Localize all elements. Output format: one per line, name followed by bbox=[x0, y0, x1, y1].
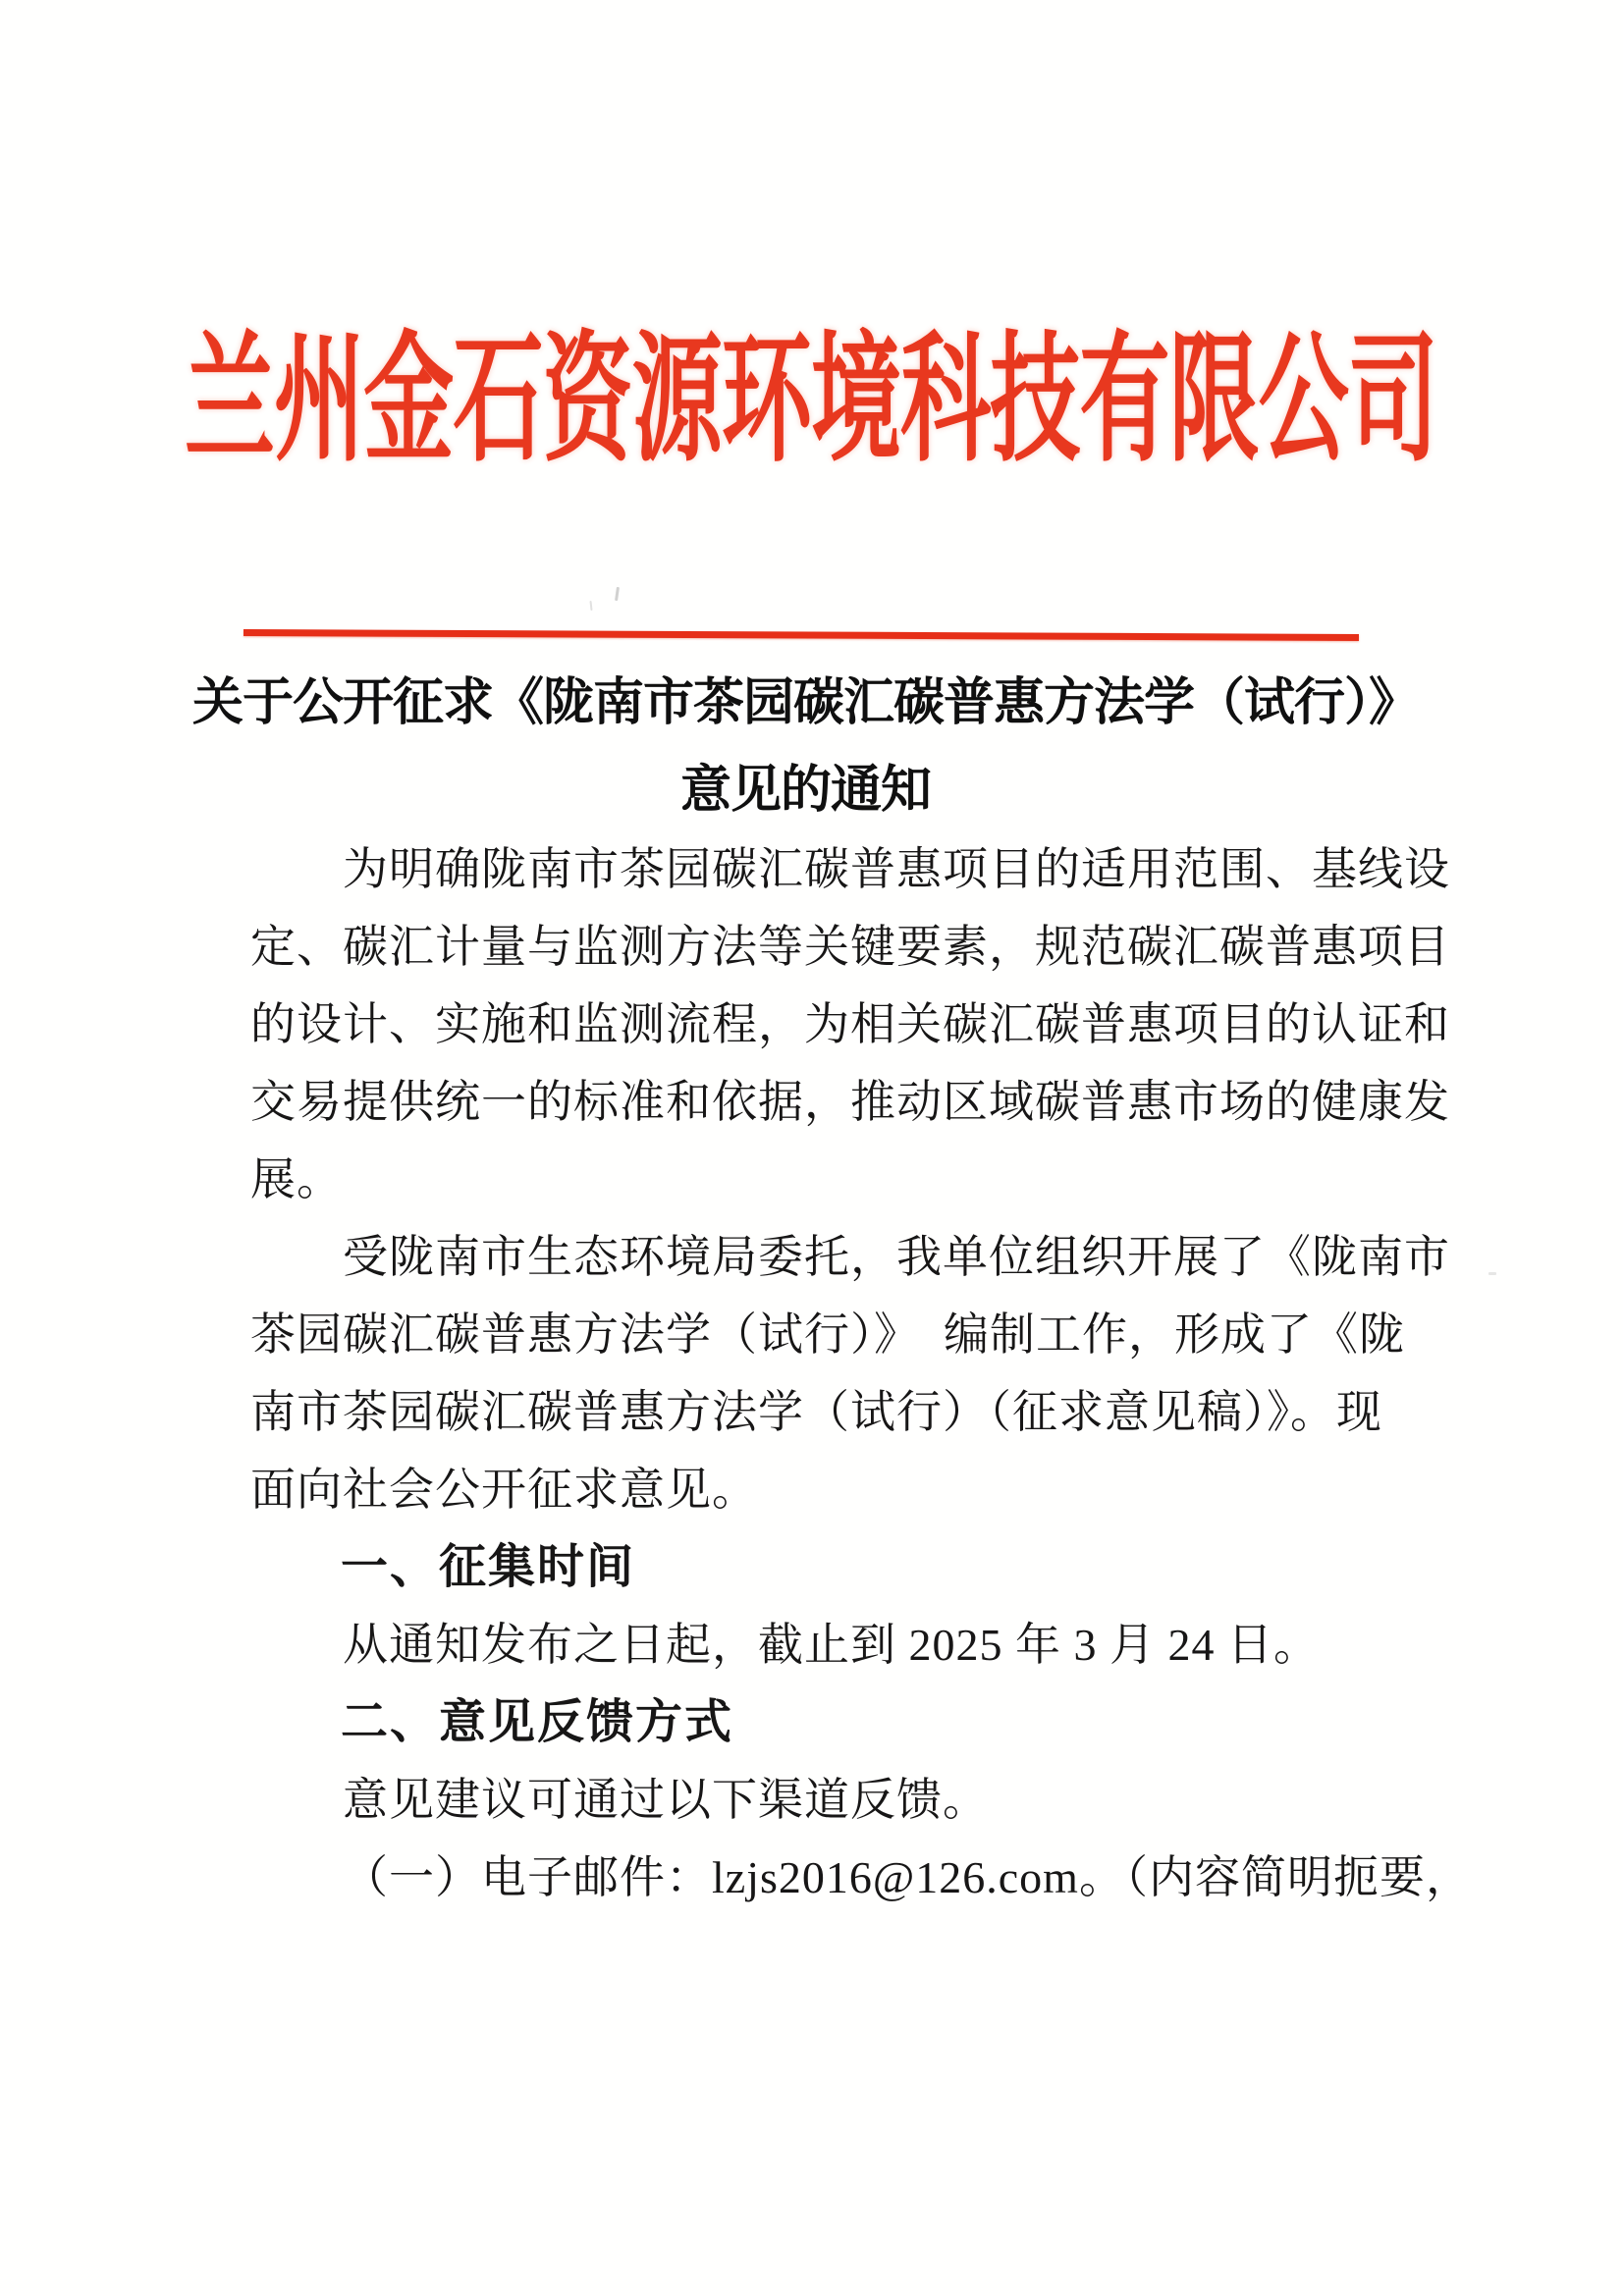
body-line: 展。 bbox=[250, 1154, 343, 1204]
section-heading-feedback-method: 二、意见反馈方式 bbox=[341, 1696, 734, 1748]
scan-artifact bbox=[615, 587, 620, 601]
scan-artifact bbox=[1488, 1272, 1496, 1275]
document-title-line2: 意见的通知 bbox=[679, 763, 931, 819]
body-line: 南市茶园碳汇碳普惠方法学（试行）（征求意见稿）》。现 bbox=[250, 1387, 1382, 1437]
section-heading-collection-time: 一、征集时间 bbox=[341, 1541, 636, 1593]
document-body bbox=[250, 830, 1472, 1916]
body-line-email: （一）电子邮件：lzjs2016@126.com。（内容简明扼要， bbox=[343, 1852, 1472, 1902]
document-title-line1: 关于公开征求《陇南市茶园碳汇碳普惠方法学（试行）》 bbox=[191, 675, 1419, 731]
body-line: 定、碳汇计量与监测方法等关键要素，规范碳汇碳普惠项目 bbox=[250, 922, 1450, 972]
body-line: 面向社会公开征求意见。 bbox=[250, 1465, 758, 1515]
letterhead-divider-line bbox=[243, 629, 1359, 641]
body-line: 的设计、实施和监测流程，为相关碳汇碳普惠项目的认证和 bbox=[250, 999, 1450, 1049]
body-line: 受陇南市生态环境局委托，我单位组织开展了《陇南市 bbox=[343, 1232, 1450, 1282]
body-line: 茶园碳汇碳普惠方法学（试行）》 编制工作，形成了《陇 bbox=[250, 1309, 1405, 1360]
body-line: 从通知发布之日起，截止到 2025 年 3 月 24 日。 bbox=[343, 1620, 1320, 1670]
body-line: 意见建议可通过以下渠道反馈。 bbox=[343, 1775, 989, 1825]
company-letterhead-title: 兰州金石资源环境科技有限公司 bbox=[185, 324, 1437, 480]
body-line: 交易提供统一的标准和依据，推动区域碳普惠市场的健康发 bbox=[250, 1077, 1450, 1127]
scan-artifact bbox=[589, 601, 592, 611]
body-line: 为明确陇南市茶园碳汇碳普惠项目的适用范围、基线设 bbox=[343, 844, 1450, 894]
document-title bbox=[0, 660, 1611, 834]
